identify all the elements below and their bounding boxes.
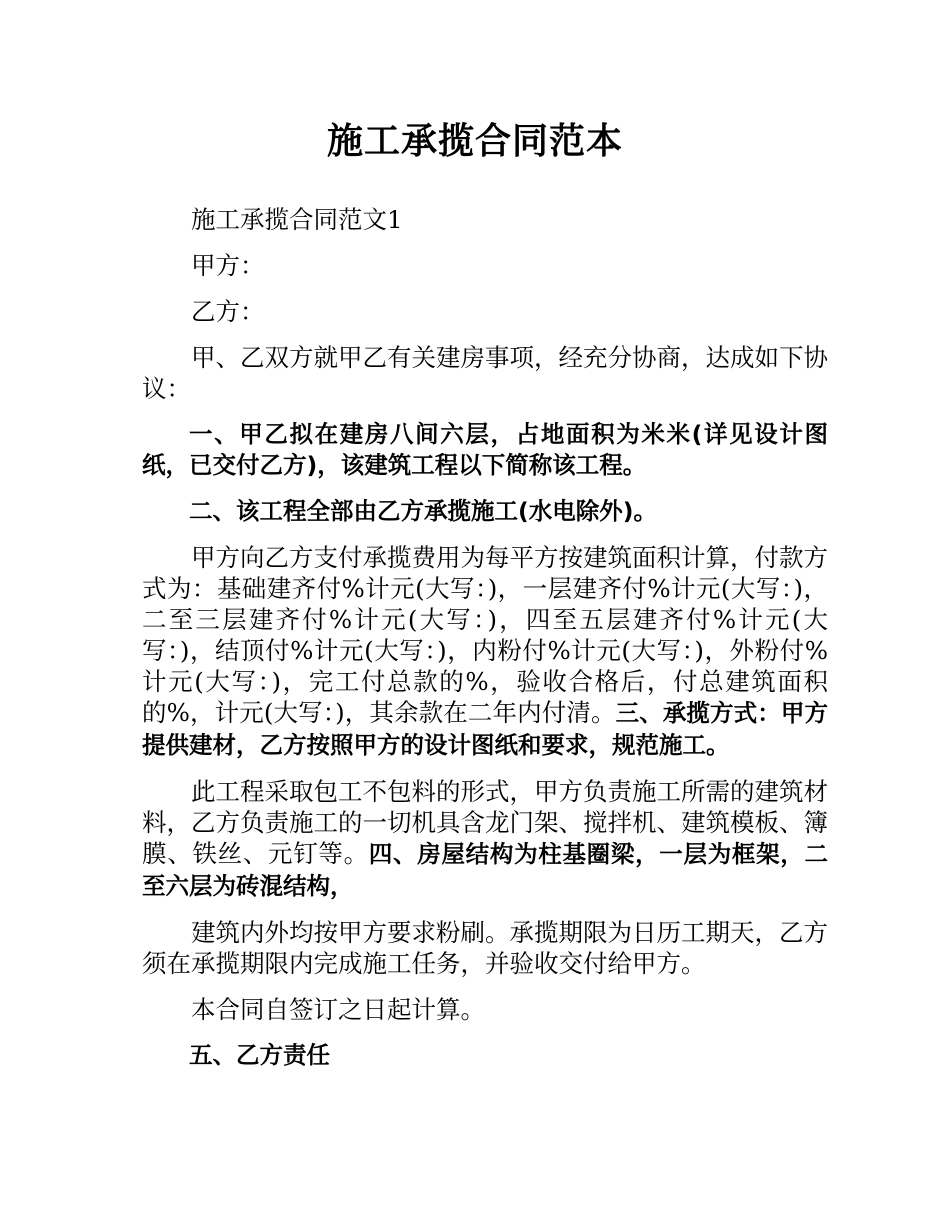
party-a-line: 甲方：	[191, 251, 265, 280]
clause-2: 二、该工程全部由乙方承揽施工(水电除外)。	[189, 497, 657, 525]
clause-5-heading: 五、乙方责任	[189, 1041, 330, 1069]
document-body	[142, 204, 828, 1086]
paragraph-intro: 甲、乙双方就甲乙有关建房事项，经充分协商，达成如下协议：	[142, 343, 828, 403]
document-title: 施工承揽合同范本	[326, 121, 623, 162]
clause-1: 一、甲乙拟在建房八间六层，占地面积为米米(详见设计图纸，已交付乙方)，该建筑工程以下简称该工程。	[142, 420, 828, 479]
paragraph-heading-1: 施工承揽合同范文1	[191, 205, 403, 234]
paragraph-materials	[142, 776, 828, 902]
paragraph-schedule: 建筑内外均按甲方要求粉刷。承揽期限为日历工期天，乙方须在承揽期限内完成施工任务，并验收交付给甲方。	[142, 918, 828, 978]
party-b-line: 乙方：	[191, 297, 265, 326]
paragraph-payment	[142, 542, 828, 761]
clause-3: 三、承揽方式：甲方提供建材，乙方按照甲方的设计图纸和要求，规范施工。	[142, 699, 829, 759]
paragraph-effective: 本合同自签订之日起计算。	[191, 995, 485, 1024]
clause-4: 四、房屋结构为柱基圈梁，一层为框架，二至六层为砖混结构，	[142, 840, 829, 900]
materials-text: 此工程采取包工不包料的形式，甲方负责施工所需的建筑材料，乙方负责施工的一切机具含龙门架、搅拌机、建筑模板、簿膜、铁丝、元钉等。	[142, 777, 828, 868]
payment-text: 甲方向乙方支付承揽费用为每平方按建筑面积计算，付款方式为：基础建齐付%计元(大写：)，一层建齐付%计元(大写：)，二至三层建齐付%计元(大写：)，四至五层建齐付%计元(大写：)，结顶付%计元(大写：)，内粉付%计元(大写：)，外粉付%计元(大写：)，完工付总款的%，验收合格后，付总建筑面积的%，计元(大写：)，其余款在二年内付清。	[142, 543, 828, 727]
